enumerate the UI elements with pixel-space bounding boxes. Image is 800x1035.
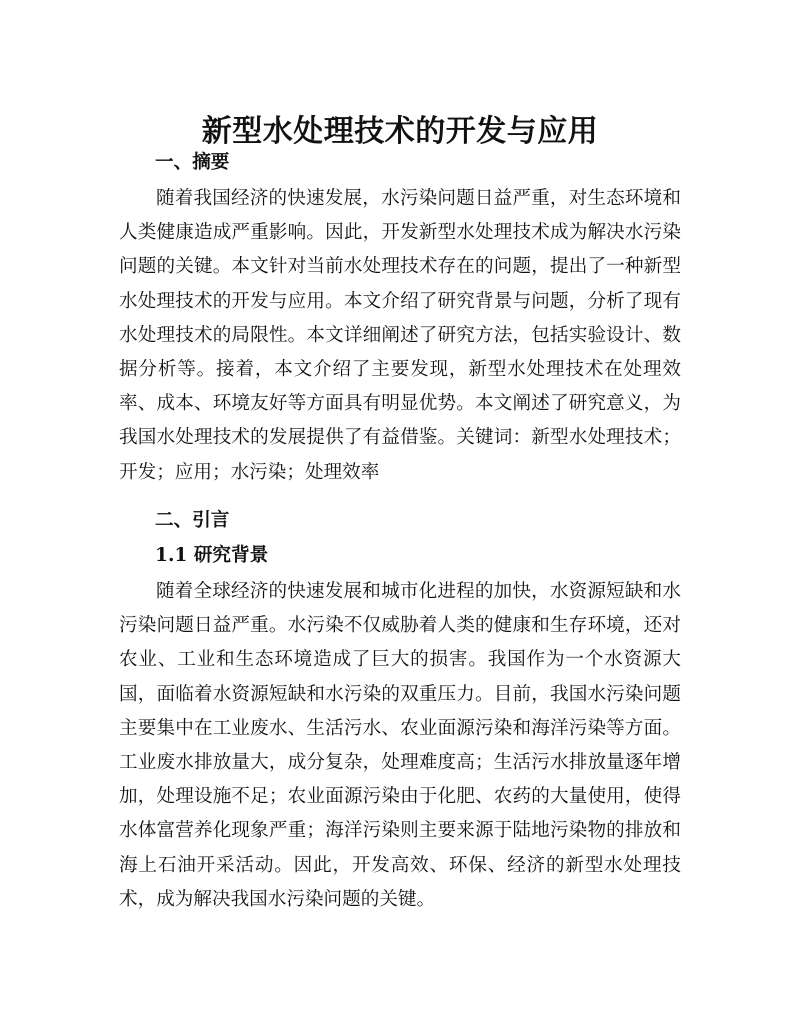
research-background-body: 随着全球经济的快速发展和城市化进程的加快，水资源短缺和水污染问题日益严重。水污染不仅威胁着人类的健康和生存环境，还对农业、工业和生态环境造成了巨大的损害。我国作为一个水资源大国，面临着水资源短缺和水污染的双重压力。目前，我国水污染问题主要集中在工业废水、生活污水、农业面源污染和海洋污染等方面。工业废水排放量大，成分复杂，处理难度高；生活污水排放量逐年增加，处理设施不足；农业面源污染由于化肥、农药的大量使用，使得水体富营养化现象严重；海洋污染则主要来源于陆地污染物的排放和海上石油开采活动。因此，开发高效、环保、经济的新型水处理技术，成为解决我国水污染问题的关键。 — [119, 581, 681, 910]
abstract-body: 随着我国经济的快速发展，水污染问题日益严重，对生态环境和人类健康造成严重影响。因此，开发新型水处理技术成为解决水污染问题的关键。本文针对当前水处理技术存在的问题，提出了一种新型水处理技术的开发与应用。本文介绍了研究背景与问题，分析了现有水处理技术的局限性。本文详细阐述了研究方法，包括实验设计、数据分析等。接着，本文介绍了主要发现，新型水处理技术在处理效率、成本、环境友好等方面具有明显优势。本文阐述了研究意义，为我国水处理技术的发展提供了有益借鉴。关键词：新型水处理技术；开发；应用；水污染；处理效率 — [119, 188, 681, 483]
introduction-heading: 二、引言 — [155, 510, 230, 531]
research-background-subheading: 1.1 研究背景 — [155, 545, 269, 566]
page-title: 新型水处理技术的开发与应用 — [201, 114, 599, 150]
abstract-heading: 一、摘要 — [155, 152, 230, 173]
